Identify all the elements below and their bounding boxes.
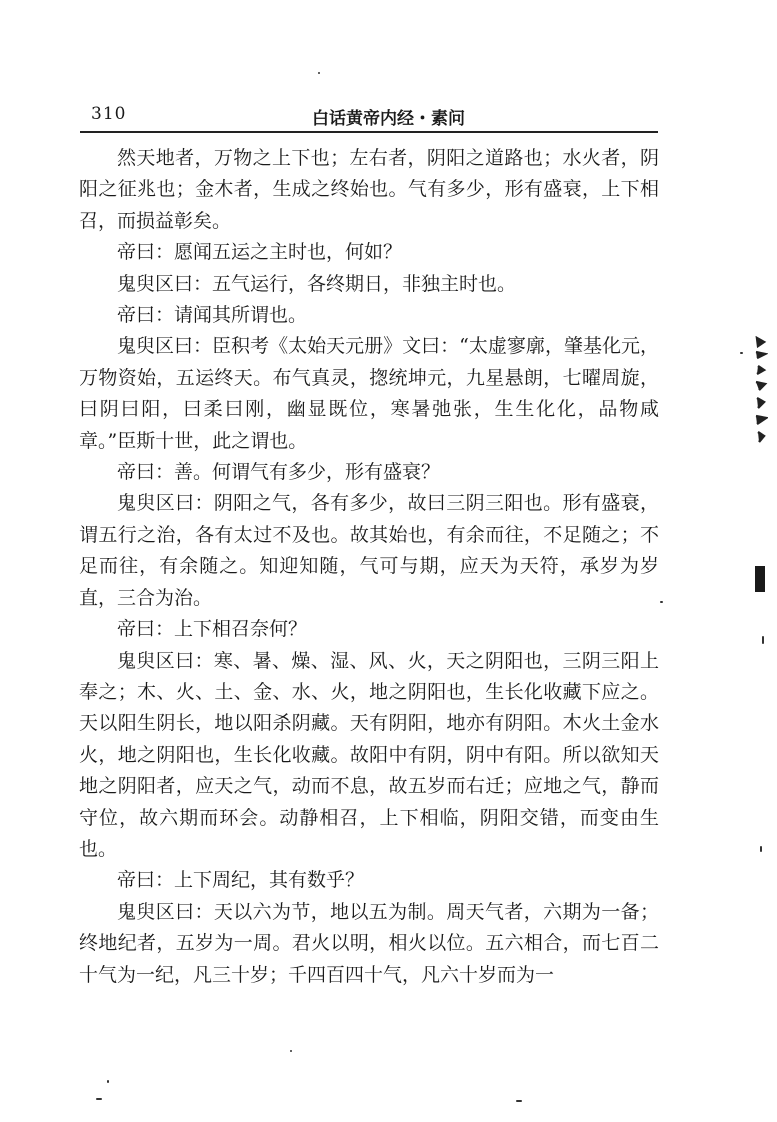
- header-rule: [80, 131, 658, 133]
- paragraph: 帝曰：请闻其所谓也。: [117, 304, 308, 327]
- scan-speck: [516, 1100, 522, 1102]
- scan-speck: [107, 1080, 109, 1083]
- paragraph: 鬼臾区曰：阴阳之气，各有多少，故曰三阴三阳也。形有盛衰，谓五行之治，各有太过不及也。故其始也，有余而往，不足随之；不足而往，有余随之。知迎知随，气可与期，应天为天符，承岁为岁直，三合为治。: [79, 492, 659, 609]
- scan-speck: [740, 352, 743, 354]
- paragraph: 帝曰：上下周纪，其有数乎？: [117, 869, 365, 892]
- paragraph: 鬼臾区曰：寒、暑、燥、湿、风、火，天之阴阳也，三阴三阳上奉之；木、火、土、金、水、火，地之阴阳也，生长化收藏下应之。天以阳生阴长，地以阳杀阴藏。天有阴阳，地亦有阴阳。木火土金水火，地之阴阳也，生长化收藏。故阳中有阴，阴中有阳。所以欲知天地之阴阳者，应天之气，动而不息，故五岁而右迁；应地之气，静而守位，故六期而环会。动静相召，上下相临，阴阳交错，而变由生也。: [79, 649, 659, 860]
- paragraph: 鬼臾区曰：臣积考《太始天元册》文曰：“太虚寥廓，肇基化元，万物资始，五运终天。布气真灵，揔统坤元，九星悬朗，七曜周旋，曰阴曰阳，曰柔曰刚，幽显既位，寒暑弛张，生生化化，品物咸章。”臣斯十世，此之谓也。: [79, 335, 659, 452]
- paragraph: 帝曰：上下相召奈何？: [117, 618, 308, 641]
- paragraph: 帝曰：愿闻五运之主时也，何如？: [117, 241, 403, 264]
- margin-ink-marks: [754, 336, 768, 444]
- paragraph: 鬼臾区曰：五气运行，各终期日，非独主时也。: [117, 272, 517, 295]
- body-text: [79, 143, 659, 991]
- scan-speck: [660, 601, 663, 603]
- page-number: 310: [91, 104, 127, 124]
- paragraph: 帝曰：善。何谓气有多少，形有盛衰？: [117, 461, 441, 484]
- scan-speck: [290, 1050, 292, 1052]
- running-title: 白话黄帝内经・素问: [312, 109, 465, 129]
- scan-speck: [760, 846, 762, 852]
- scan-speck: [762, 636, 764, 644]
- paragraph: 鬼臾区曰：天以六为节，地以五为制。周天气者，六期为一备；终地纪者，五岁为一周。君火以明，相火以位。五六相合，而七百二十气为一纪，凡三十岁；千四百四十气，凡六十岁而为一: [79, 900, 659, 986]
- scan-speck: [318, 72, 320, 74]
- paragraph: 然天地者，万物之上下也；左右者，阴阳之道路也；水火者，阴阳之征兆也；金木者，生成之终始也。气有多少，形有盛衰，上下相召，而损益彰矣。: [79, 147, 659, 232]
- margin-ink-block: [755, 566, 765, 592]
- scan-speck: [96, 1098, 102, 1100]
